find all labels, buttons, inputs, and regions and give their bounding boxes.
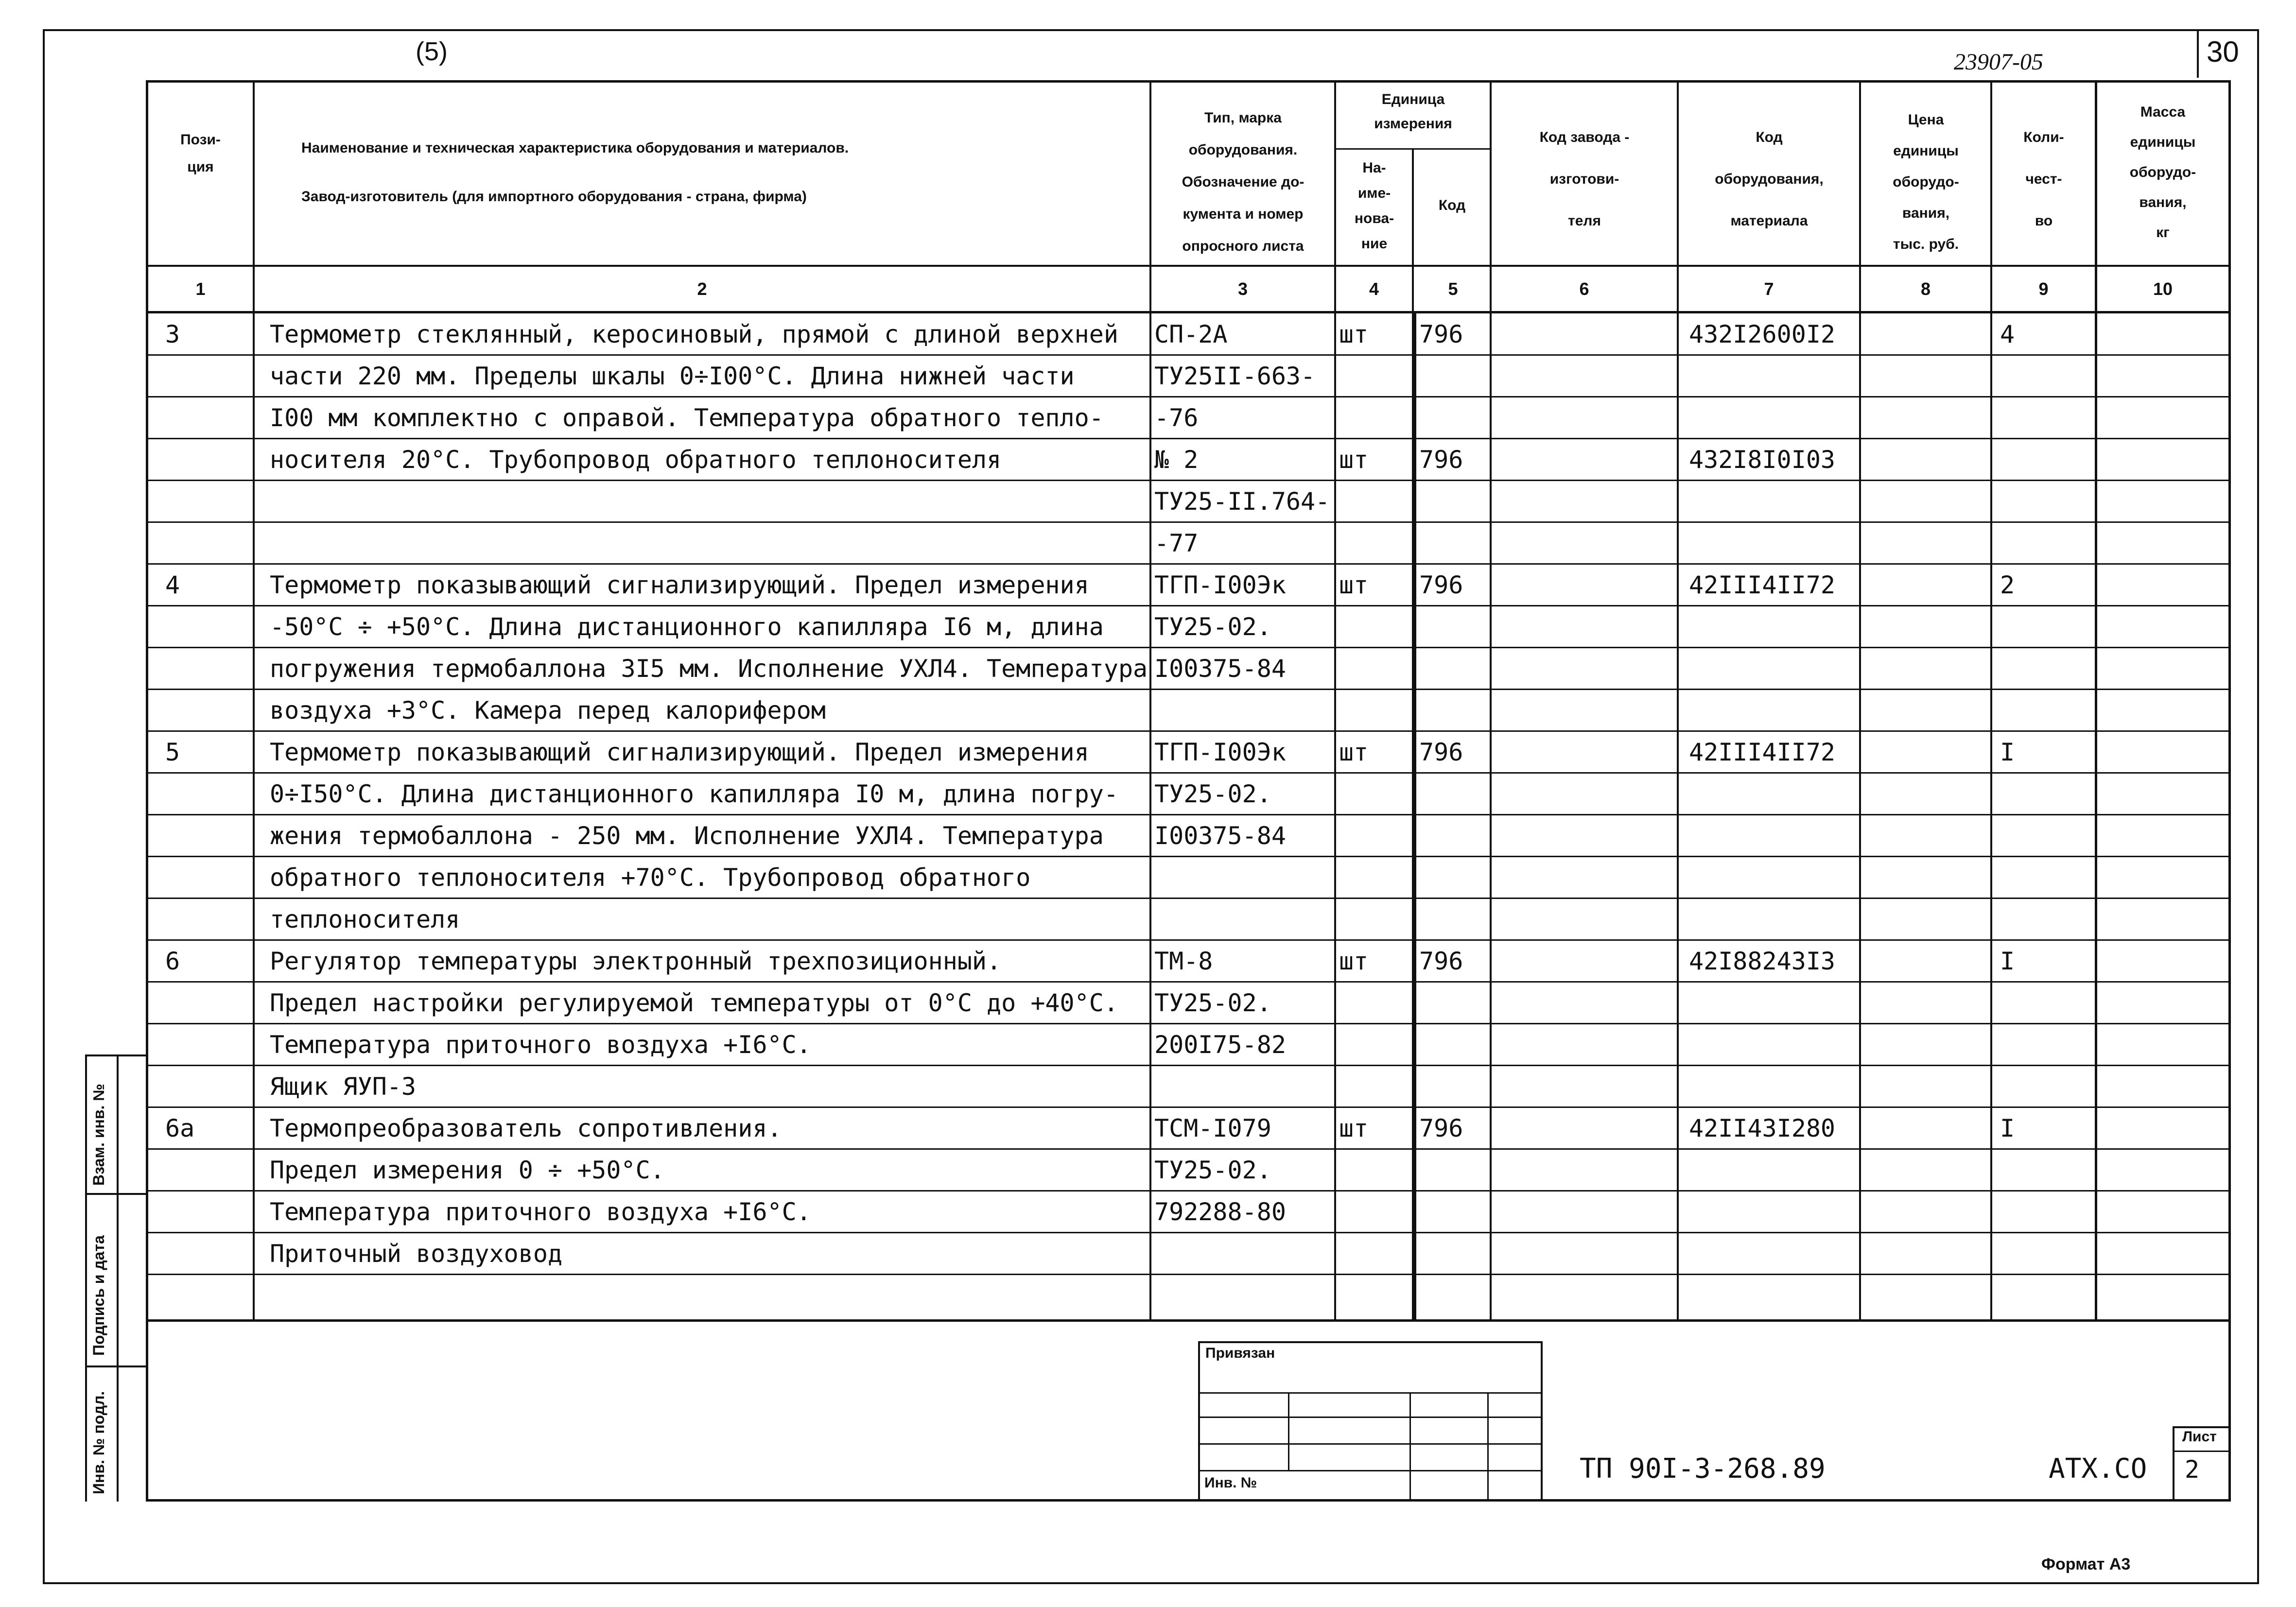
stamp-podpis: Подпись и дата: [90, 1235, 107, 1356]
page-number: 30: [2207, 35, 2239, 68]
frame-bottom: [43, 1582, 2259, 1584]
hdr-equipment-code: Код оборудования, материала: [1715, 129, 1824, 229]
row-unit: шт: [1339, 446, 1369, 474]
row-type: ТУ25II-663-: [1154, 362, 1316, 390]
row-qty: 2: [2000, 571, 2015, 599]
row-type: -76: [1154, 404, 1199, 432]
row-equip: 432I8I0I03: [1689, 446, 1836, 474]
row-unit: шт: [1339, 947, 1369, 975]
row-code: 796: [1419, 571, 1463, 599]
row-code: 796: [1419, 1114, 1463, 1142]
stamp-mid: [117, 1054, 119, 1502]
row-type: ТУ25-02.: [1154, 989, 1271, 1017]
hdr-unit: Единица измерения: [1374, 91, 1452, 132]
colnum-10: 10: [2153, 279, 2173, 299]
row-pos: 6: [165, 947, 180, 975]
row-qty: I: [2000, 947, 2015, 975]
frame-left: [43, 29, 45, 1584]
sheet-label: Лист: [2182, 1429, 2217, 1445]
row-code: 796: [1419, 947, 1463, 975]
row-code: 796: [1419, 320, 1463, 348]
hdr-type: Тип, марка оборудования. Обозначение до- кумента и номер опросного листа: [1182, 110, 1305, 254]
row-pos: 5: [165, 738, 180, 766]
col-line-7: [1859, 80, 1861, 1320]
row-type: ТУ25-02.: [1154, 780, 1271, 808]
stamp-sep-2: [85, 1365, 148, 1367]
row-text: Температура приточного воздуха +I6°С.: [270, 1198, 811, 1226]
row-unit: шт: [1339, 1114, 1369, 1142]
format-label: Формат А3: [2041, 1555, 2131, 1573]
row-text: Регулятор температуры электронный трехпозиционный.: [270, 947, 1002, 975]
row-text: Термометр показывающий сигнализирующий. Предел измерения: [270, 571, 1089, 599]
tb-row-4: [1198, 1470, 1543, 1471]
row-type: 792288-80: [1154, 1198, 1286, 1226]
tb-col-2: [1409, 1392, 1411, 1502]
drawing-code: АТХ.СО: [2049, 1453, 2147, 1485]
row-unit: шт: [1339, 320, 1369, 348]
colnum-3: 3: [1237, 279, 1248, 299]
row-text: погружения термобаллона 3I5 мм. Исполнение УХЛ4. Температура: [270, 655, 1148, 683]
row-type: СП-2А: [1154, 320, 1228, 348]
tb-left: [1198, 1341, 1200, 1502]
sheet-box-mid: [2173, 1451, 2231, 1452]
tb-right: [1541, 1341, 1543, 1502]
row-text: Ящик ЯУП-3: [270, 1072, 417, 1101]
row-equip: 42III4II72: [1689, 571, 1836, 599]
colnum-4: 4: [1369, 279, 1379, 299]
row-text: Термопреобразователь сопротивления.: [270, 1114, 782, 1142]
row-code: 796: [1419, 446, 1463, 474]
col-line-4b: [1414, 313, 1416, 1320]
row-pos: 6а: [165, 1114, 195, 1142]
colnum-7: 7: [1764, 279, 1774, 299]
project-code: ТП 90I-3-268.89: [1580, 1453, 1826, 1485]
row-pos: 4: [165, 571, 180, 599]
hdr-mass: Масса единицы оборудо- вания, кг: [2129, 104, 2196, 241]
stamp-inv-podl: Инв. № подл.: [90, 1391, 107, 1494]
row-text: носителя 20°С. Трубопровод обратного теплоносителя: [270, 446, 1002, 474]
row-text: обратного теплоносителя +70°С. Трубопровод обратного: [270, 864, 1031, 892]
row-type: ТУ25-02.: [1154, 613, 1271, 641]
hdr-price: Цена единицы оборудо- вания, тыс. руб.: [1893, 112, 1959, 252]
row-type: 200I75-82: [1154, 1031, 1286, 1059]
tb-row-1: [1198, 1392, 1543, 1394]
row-text: Термометр показывающий сигнализирующий. Предел измерения: [270, 738, 1089, 766]
sheet-bottom: [146, 1499, 2231, 1502]
tb-privyazan: Привязан: [1205, 1345, 1275, 1361]
tb-row-2: [1198, 1417, 1543, 1418]
row-type: I00375-84: [1154, 822, 1286, 850]
col-line-6: [1677, 80, 1679, 1320]
hdr-name: Наименование и техническая характеристика оборудования и материалов. Завод-изготовитель (для импортного оборудования - страна, фирма): [301, 140, 849, 205]
table-bottom: [146, 1319, 2231, 1322]
col-line-3: [1334, 80, 1336, 1320]
row-text: части 220 мм. Пределы шкалы 0÷I00°С. Длина нижней части: [270, 362, 1075, 390]
col-line-5: [1490, 80, 1492, 1320]
tb-col-1: [1288, 1392, 1289, 1470]
row-type: ТСМ-I079: [1154, 1114, 1271, 1142]
row-text: Термометр стеклянный, керосиновый, прямой с длиной верхней: [270, 320, 1118, 348]
col-line-8: [1990, 80, 1992, 1320]
tb-inv-no: Инв. №: [1204, 1475, 1257, 1491]
row-text: Предел настройки регулируемой температуры от 0°С до +40°С.: [270, 989, 1118, 1017]
table-right: [2228, 80, 2231, 1502]
row-type: ТГП-I00Эк: [1154, 571, 1286, 599]
page-number-box-left: [2197, 29, 2199, 78]
row-type: I00375-84: [1154, 655, 1286, 683]
row-equip: 42II43I280: [1689, 1114, 1836, 1142]
row-unit: шт: [1339, 738, 1369, 766]
hdr-unit-name: На- име- нова- ние: [1354, 160, 1394, 252]
row-text: -50°С ÷ +50°С. Длина дистанционного капилляра I6 м, длина: [270, 613, 1104, 641]
hdr-position: Пози- ция: [180, 132, 221, 175]
row-equip: 42III4II72: [1689, 738, 1836, 766]
row-text: воздуха +3°С. Камера перед калорифером: [270, 696, 826, 725]
header-bottom: [146, 265, 2231, 267]
col-line-2: [1149, 80, 1151, 1320]
sheet-number: 2: [2185, 1455, 2200, 1484]
sheet-box-left: [2173, 1426, 2174, 1502]
row-text: Температура приточного воздуха +I6°С.: [270, 1031, 811, 1059]
document-number: 23907-05: [1954, 49, 2043, 75]
sheet-box-top: [2173, 1426, 2231, 1428]
colnum-1: 1: [195, 279, 206, 299]
table-top: [146, 80, 2231, 83]
row-pos: 3: [165, 320, 180, 348]
tb-row-3: [1198, 1443, 1543, 1445]
section-label: (5): [416, 37, 448, 66]
row-type: ТМ-8: [1154, 947, 1213, 975]
row-type: -77: [1154, 529, 1199, 557]
row-unit: шт: [1339, 571, 1369, 599]
row-code: 796: [1419, 738, 1463, 766]
row-equip: 42I88243I3: [1689, 947, 1836, 975]
frame-right: [2257, 29, 2259, 1584]
tb-col-3: [1487, 1392, 1489, 1502]
row-type: ТУ25-02.: [1154, 1156, 1271, 1184]
colnum-5: 5: [1448, 279, 1458, 299]
row-text: жения термобаллона - 250 мм. Исполнение УХЛ4. Температура: [270, 822, 1104, 850]
row-type: ТУ25-II.764-: [1154, 487, 1330, 516]
col-line-9: [2095, 80, 2097, 1320]
row-text: Предел измерения 0 ÷ +50°С.: [270, 1156, 665, 1184]
col-line-1: [253, 80, 255, 1320]
colnum-8: 8: [1920, 279, 1931, 299]
hdr-quantity: Коли- чест- во: [2023, 129, 2064, 229]
row-text: 0÷I50°С. Длина дистанционного капилляра I0 м, длина погру-: [270, 780, 1118, 808]
colnum-6: 6: [1579, 279, 1589, 299]
row-text: I00 мм комплектно с оправой. Температура обратного тепло-: [270, 404, 1104, 432]
row-qty: I: [2000, 738, 2015, 766]
row-qty: 4: [2000, 320, 2015, 348]
hdr-unit-code: Код: [1438, 197, 1466, 213]
unit-split-line: [1334, 148, 1492, 150]
row-type: № 2: [1154, 446, 1199, 474]
frame-top: [43, 29, 2259, 31]
hdr-factory-code: Код завода - изготови- теля: [1539, 129, 1630, 229]
row-text: Приточный воздуховод: [270, 1240, 563, 1268]
tb-top: [1198, 1341, 1543, 1343]
stamp-sep-1: [85, 1193, 148, 1195]
colnum-9: 9: [2038, 279, 2049, 299]
colnum-2: 2: [697, 279, 707, 299]
row-equip: 432I2600I2: [1689, 320, 1836, 348]
row-qty: I: [2000, 1114, 2015, 1142]
stamp-left: [85, 1054, 87, 1502]
stamp-vzam: Взам. инв. №: [90, 1084, 107, 1186]
row-type: ТГП-I00Эк: [1154, 738, 1286, 766]
row-text: теплоносителя: [270, 905, 460, 933]
